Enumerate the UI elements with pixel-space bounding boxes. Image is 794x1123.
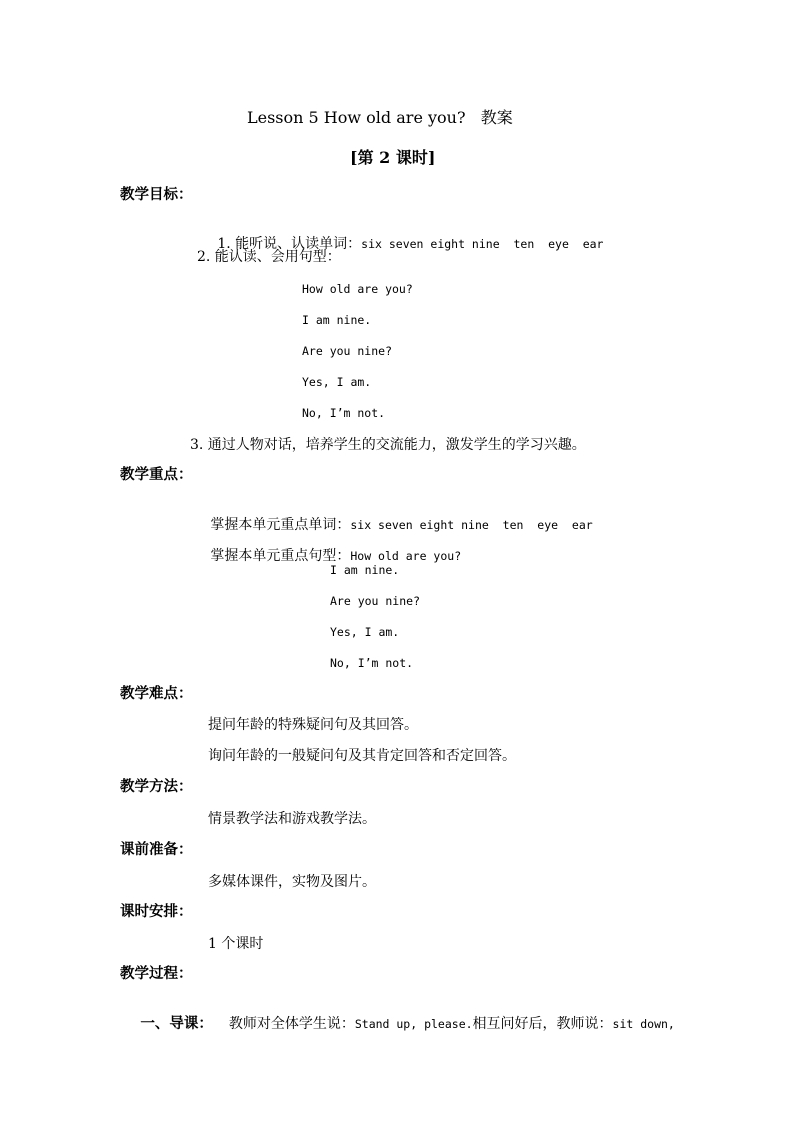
key-points-heading: 教学重点：	[120, 466, 193, 483]
objective-sentence: I am nine.	[302, 313, 372, 327]
key-words-label: 掌握本单元重点单词：	[210, 517, 351, 533]
document-title: Lesson 5 How old are you? 教案	[247, 108, 513, 127]
method-text: 情景教学法和游戏教学法。	[208, 811, 376, 827]
key-sentence: Are you nine?	[330, 594, 421, 608]
method-heading: 教学方法：	[120, 778, 193, 795]
key-sentence: I am nine.	[330, 563, 400, 577]
process-heading: 教学过程：	[120, 965, 193, 982]
key-sentences-label: 掌握本单元重点句型：	[210, 548, 351, 564]
schedule-heading: 课时安排：	[120, 903, 193, 920]
process-step-1	[120, 999, 675, 1048]
preparation-heading: 课前准备：	[120, 841, 193, 858]
difficulties-heading: 教学难点：	[120, 685, 193, 702]
objective-sentence: How old are you?	[302, 282, 413, 296]
schedule-text: 1 个课时	[208, 936, 264, 952]
objectives-heading: 教学目标：	[120, 186, 193, 203]
step-1-label: 一、导课：	[140, 1015, 213, 1032]
objective-sentence: No, I’m not.	[302, 406, 386, 420]
objective-1-text: 1. 能听说、认读单词：	[217, 236, 362, 252]
step-1-english: Stand up, please.	[354, 1017, 473, 1031]
step-1-text-2: 相互问好后，教师说：	[472, 1016, 613, 1032]
objective-1-words: six seven eight nine ten eye ear	[361, 237, 604, 251]
objective-sentence: Are you nine?	[302, 344, 393, 358]
objective-sentence: Yes, I am.	[302, 375, 372, 389]
key-sentence: How old are you?	[350, 549, 462, 563]
step-1-english-2: sit down,	[612, 1017, 675, 1031]
key-words: six seven eight nine ten eye ear	[350, 518, 593, 532]
objective-3: 3. 通过人物对话，培养学生的交流能力，激发学生的学习兴趣。	[190, 437, 586, 453]
key-sentence: No, I’m not.	[330, 656, 414, 670]
lesson-period: [第 2 课时]	[350, 148, 436, 167]
key-sentence: Yes, I am.	[330, 625, 400, 639]
step-1-text: 教师对全体学生说：	[228, 1016, 355, 1032]
preparation-text: 多媒体课件，实物及图片。	[208, 874, 376, 890]
key-sentences-line	[190, 531, 461, 579]
difficulty-line: 询问年龄的一般疑问句及其肯定回答和否定回答。	[208, 748, 516, 764]
difficulty-line: 提问年龄的特殊疑问句及其回答。	[208, 717, 418, 733]
objective-2: 2. 能认读、会用句型：	[197, 249, 341, 265]
